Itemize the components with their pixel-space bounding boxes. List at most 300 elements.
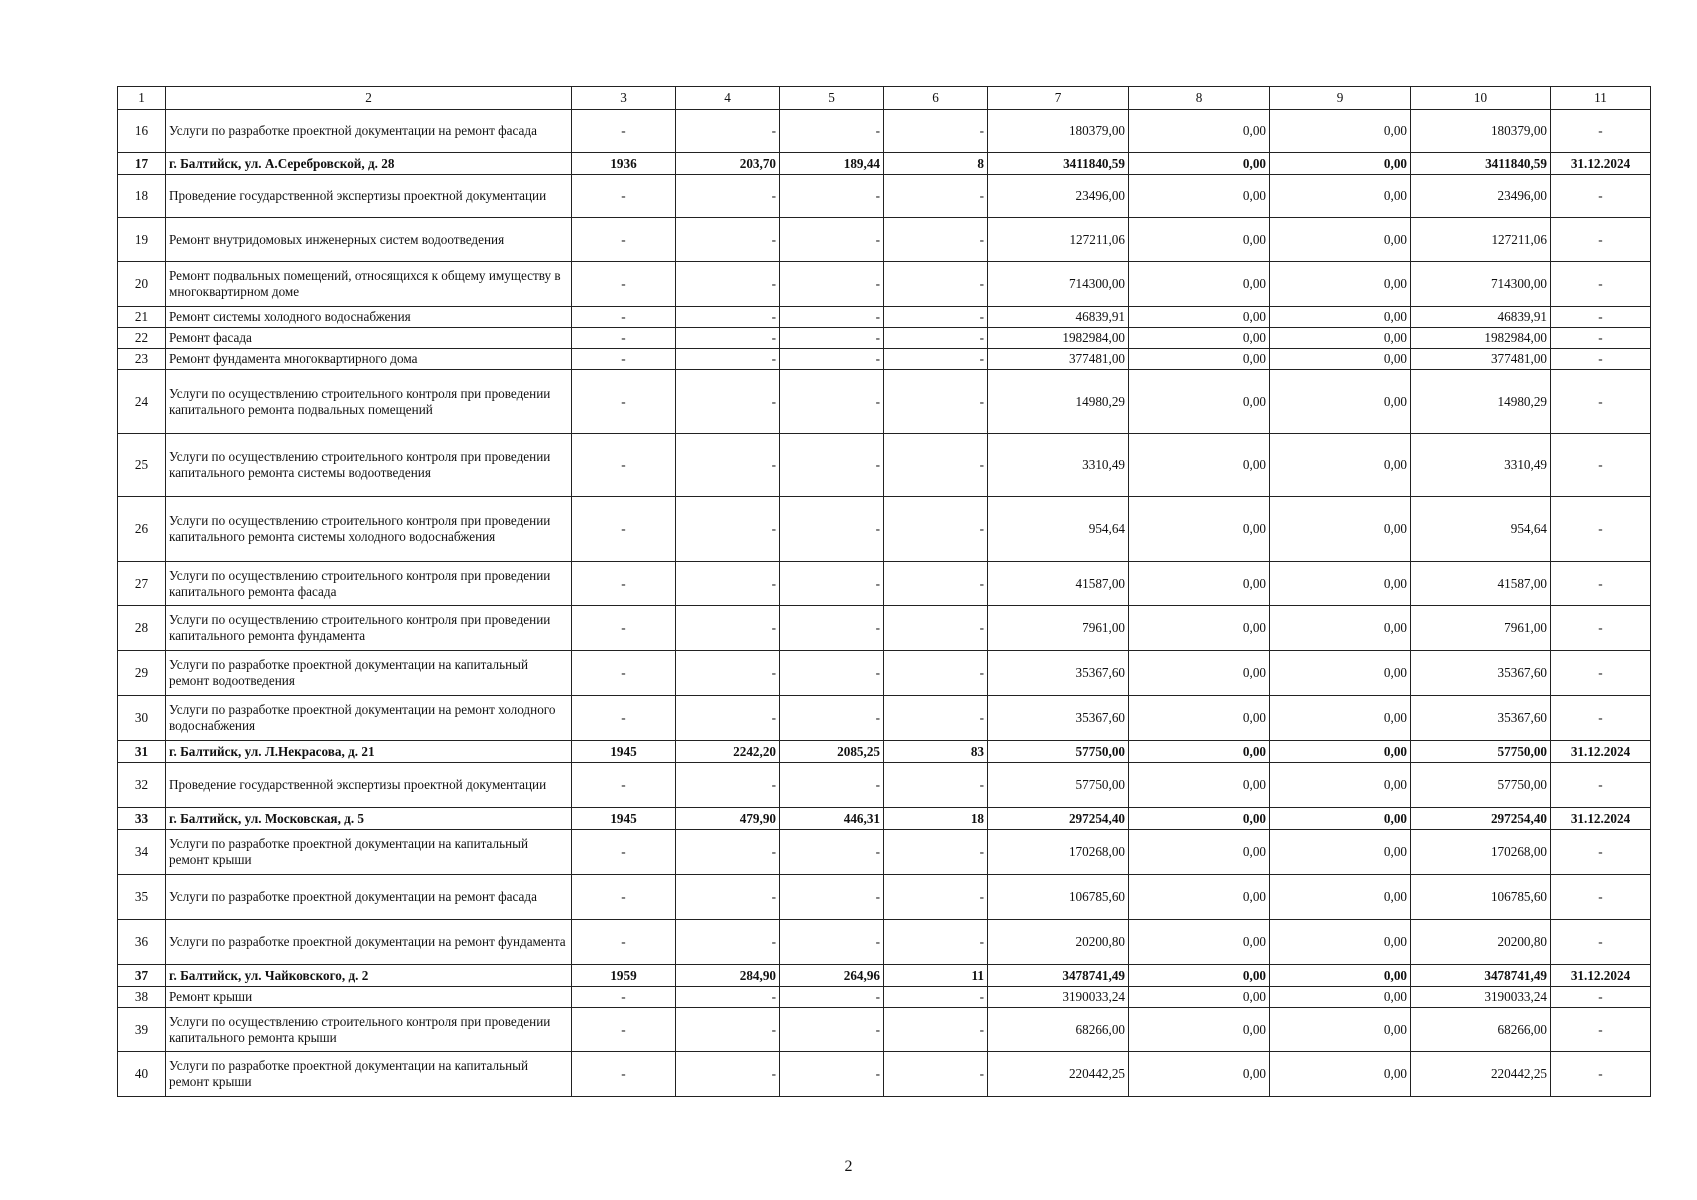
col-3-value: - — [572, 830, 676, 875]
table-row — [118, 262, 1651, 307]
col-3-value: - — [572, 875, 676, 920]
table-row — [118, 920, 1651, 965]
row-number: 18 — [118, 175, 166, 218]
col-8-value: 0,00 — [1129, 920, 1270, 965]
header-col-8: 8 — [1129, 87, 1270, 110]
col-6-value: 18 — [884, 808, 988, 830]
work-name: Услуги по разработке проектной документации на ремонт фундамента — [166, 920, 572, 965]
work-name: Услуги по осуществлению строительного контроля при проведении капитального ремонта системы водоотведения — [166, 434, 572, 497]
col-4-value: 284,90 — [676, 965, 780, 987]
col-8-value: 0,00 — [1129, 763, 1270, 808]
col-6-value: - — [884, 920, 988, 965]
col-7-value: 3478741,49 — [988, 965, 1129, 987]
header-col-11: 11 — [1551, 87, 1651, 110]
col-5-value: - — [780, 349, 884, 370]
col-5-value: 189,44 — [780, 153, 884, 175]
col-11-value: - — [1551, 497, 1651, 562]
col-7-value: 3310,49 — [988, 434, 1129, 497]
col-9-value: 0,00 — [1270, 562, 1411, 606]
work-name: Ремонт подвальных помещений, относящихся к общему имуществу в многоквартирном доме — [166, 262, 572, 307]
col-11-value: 31.12.2024 — [1551, 153, 1651, 175]
work-name: Услуги по осуществлению строительного контроля при проведении капитального ремонта фасада — [166, 562, 572, 606]
col-7-value: 127211,06 — [988, 218, 1129, 262]
col-7-value: 35367,60 — [988, 696, 1129, 741]
col-4-value: - — [676, 920, 780, 965]
col-6-value: - — [884, 696, 988, 741]
col-9-value: 0,00 — [1270, 987, 1411, 1008]
work-name: Услуги по разработке проектной документации на капитальный ремонт крыши — [166, 830, 572, 875]
col-7-value: 180379,00 — [988, 110, 1129, 153]
col-10-value: 41587,00 — [1411, 562, 1551, 606]
table-row — [118, 434, 1651, 497]
work-name: Ремонт фасада — [166, 328, 572, 349]
col-6-value: - — [884, 763, 988, 808]
col-9-value: 0,00 — [1270, 651, 1411, 696]
address-row — [118, 741, 1651, 763]
col-6-value: - — [884, 328, 988, 349]
col-8-value: 0,00 — [1129, 562, 1270, 606]
col-4-value: 2242,20 — [676, 741, 780, 763]
col-10-value: 714300,00 — [1411, 262, 1551, 307]
col-11-value: - — [1551, 175, 1651, 218]
col-4-value: 479,90 — [676, 808, 780, 830]
col-3-value: 1945 — [572, 808, 676, 830]
row-number: 20 — [118, 262, 166, 307]
col-3-value: 1959 — [572, 965, 676, 987]
col-3-value: - — [572, 370, 676, 434]
col-6-value: - — [884, 987, 988, 1008]
col-7-value: 106785,60 — [988, 875, 1129, 920]
table-row — [118, 651, 1651, 696]
col-5-value: 264,96 — [780, 965, 884, 987]
col-9-value: 0,00 — [1270, 434, 1411, 497]
col-9-value: 0,00 — [1270, 1008, 1411, 1052]
col-8-value: 0,00 — [1129, 175, 1270, 218]
col-8-value: 0,00 — [1129, 218, 1270, 262]
col-7-value: 3411840,59 — [988, 153, 1129, 175]
col-3-value: - — [572, 175, 676, 218]
col-6-value: - — [884, 110, 988, 153]
col-4-value: - — [676, 606, 780, 651]
col-5-value: - — [780, 307, 884, 328]
col-9-value: 0,00 — [1270, 741, 1411, 763]
col-11-value: - — [1551, 349, 1651, 370]
col-10-value: 127211,06 — [1411, 218, 1551, 262]
row-number: 22 — [118, 328, 166, 349]
col-10-value: 3190033,24 — [1411, 987, 1551, 1008]
column-number-header-row — [118, 87, 1651, 110]
col-6-value: - — [884, 218, 988, 262]
col-9-value: 0,00 — [1270, 875, 1411, 920]
table-row — [118, 349, 1651, 370]
col-6-value: - — [884, 830, 988, 875]
work-name: Услуги по разработке проектной документации на капитальный ремонт водоотведения — [166, 651, 572, 696]
col-6-value: 83 — [884, 741, 988, 763]
table-row — [118, 1008, 1651, 1052]
col-4-value: - — [676, 110, 780, 153]
col-5-value: - — [780, 370, 884, 434]
col-7-value: 1982984,00 — [988, 328, 1129, 349]
table-row — [118, 696, 1651, 741]
col-7-value: 714300,00 — [988, 262, 1129, 307]
col-10-value: 106785,60 — [1411, 875, 1551, 920]
col-4-value: - — [676, 328, 780, 349]
col-8-value: 0,00 — [1129, 1008, 1270, 1052]
col-4-value: - — [676, 1008, 780, 1052]
col-9-value: 0,00 — [1270, 349, 1411, 370]
col-11-value: - — [1551, 218, 1651, 262]
col-8-value: 0,00 — [1129, 875, 1270, 920]
table-row — [118, 987, 1651, 1008]
col-7-value: 20200,80 — [988, 920, 1129, 965]
row-number: 32 — [118, 763, 166, 808]
col-5-value: - — [780, 110, 884, 153]
row-number: 39 — [118, 1008, 166, 1052]
col-10-value: 377481,00 — [1411, 349, 1551, 370]
col-6-value: 11 — [884, 965, 988, 987]
table-row — [118, 606, 1651, 651]
col-3-value: - — [572, 110, 676, 153]
col-11-value: - — [1551, 651, 1651, 696]
col-10-value: 7961,00 — [1411, 606, 1551, 651]
col-10-value: 46839,91 — [1411, 307, 1551, 328]
col-4-value: - — [676, 562, 780, 606]
col-11-value: - — [1551, 1008, 1651, 1052]
work-name: г. Балтийск, ул. А.Серебровской, д. 28 — [166, 153, 572, 175]
row-number: 24 — [118, 370, 166, 434]
col-11-value: - — [1551, 434, 1651, 497]
work-name: Ремонт системы холодного водоснабжения — [166, 307, 572, 328]
col-6-value: - — [884, 175, 988, 218]
col-9-value: 0,00 — [1270, 763, 1411, 808]
col-5-value: - — [780, 218, 884, 262]
col-9-value: 0,00 — [1270, 1052, 1411, 1097]
col-7-value: 297254,40 — [988, 808, 1129, 830]
col-10-value: 1982984,00 — [1411, 328, 1551, 349]
row-number: 16 — [118, 110, 166, 153]
col-4-value: - — [676, 696, 780, 741]
col-4-value: - — [676, 262, 780, 307]
col-5-value: 446,31 — [780, 808, 884, 830]
table-row — [118, 763, 1651, 808]
col-4-value: - — [676, 307, 780, 328]
row-number: 33 — [118, 808, 166, 830]
col-8-value: 0,00 — [1129, 741, 1270, 763]
row-number: 27 — [118, 562, 166, 606]
col-7-value: 3190033,24 — [988, 987, 1129, 1008]
col-9-value: 0,00 — [1270, 830, 1411, 875]
col-11-value: 31.12.2024 — [1551, 808, 1651, 830]
work-name: Услуги по осуществлению строительного контроля при проведении капитального ремонта системы холодного водоснабжения — [166, 497, 572, 562]
col-7-value: 7961,00 — [988, 606, 1129, 651]
work-name: Ремонт крыши — [166, 987, 572, 1008]
row-number: 36 — [118, 920, 166, 965]
col-8-value: 0,00 — [1129, 328, 1270, 349]
header-col-3: 3 — [572, 87, 676, 110]
col-7-value: 170268,00 — [988, 830, 1129, 875]
col-10-value: 3478741,49 — [1411, 965, 1551, 987]
col-5-value: - — [780, 920, 884, 965]
col-3-value: - — [572, 763, 676, 808]
col-8-value: 0,00 — [1129, 497, 1270, 562]
col-5-value: - — [780, 175, 884, 218]
col-7-value: 14980,29 — [988, 370, 1129, 434]
work-name: г. Балтийск, ул. Московская, д. 5 — [166, 808, 572, 830]
col-4-value: - — [676, 987, 780, 1008]
table-row — [118, 875, 1651, 920]
col-7-value: 23496,00 — [988, 175, 1129, 218]
row-number: 19 — [118, 218, 166, 262]
col-11-value: - — [1551, 920, 1651, 965]
work-name: г. Балтийск, ул. Л.Некрасова, д. 21 — [166, 741, 572, 763]
col-10-value: 35367,60 — [1411, 651, 1551, 696]
col-4-value: - — [676, 218, 780, 262]
col-3-value: - — [572, 328, 676, 349]
page-number: 2 — [844, 1158, 853, 1175]
col-8-value: 0,00 — [1129, 1052, 1270, 1097]
col-11-value: 31.12.2024 — [1551, 741, 1651, 763]
col-5-value: 2085,25 — [780, 741, 884, 763]
header-col-7: 7 — [988, 87, 1129, 110]
table-row — [118, 218, 1651, 262]
row-number: 30 — [118, 696, 166, 741]
col-4-value: 203,70 — [676, 153, 780, 175]
address-row — [118, 965, 1651, 987]
col-3-value: - — [572, 606, 676, 651]
col-7-value: 35367,60 — [988, 651, 1129, 696]
row-number: 25 — [118, 434, 166, 497]
table-row — [118, 1052, 1651, 1097]
col-4-value: - — [676, 370, 780, 434]
col-8-value: 0,00 — [1129, 434, 1270, 497]
col-11-value: - — [1551, 370, 1651, 434]
row-number: 23 — [118, 349, 166, 370]
col-5-value: - — [780, 875, 884, 920]
table-row — [118, 830, 1651, 875]
col-6-value: - — [884, 1008, 988, 1052]
table-row — [118, 562, 1651, 606]
col-7-value: 41587,00 — [988, 562, 1129, 606]
col-7-value: 220442,25 — [988, 1052, 1129, 1097]
col-8-value: 0,00 — [1129, 965, 1270, 987]
col-10-value: 170268,00 — [1411, 830, 1551, 875]
col-8-value: 0,00 — [1129, 349, 1270, 370]
col-5-value: - — [780, 434, 884, 497]
work-name: Ремонт внутридомовых инженерных систем водоотведения — [166, 218, 572, 262]
col-6-value: 8 — [884, 153, 988, 175]
row-number: 29 — [118, 651, 166, 696]
col-4-value: - — [676, 651, 780, 696]
col-9-value: 0,00 — [1270, 110, 1411, 153]
address-row — [118, 153, 1651, 175]
header-col-2: 2 — [166, 87, 572, 110]
col-5-value: - — [780, 1052, 884, 1097]
col-5-value: - — [780, 651, 884, 696]
work-name: г. Балтийск, ул. Чайковского, д. 2 — [166, 965, 572, 987]
header-col-9: 9 — [1270, 87, 1411, 110]
col-5-value: - — [780, 562, 884, 606]
col-9-value: 0,00 — [1270, 497, 1411, 562]
table-row — [118, 307, 1651, 328]
col-4-value: - — [676, 349, 780, 370]
col-6-value: - — [884, 875, 988, 920]
row-number: 28 — [118, 606, 166, 651]
col-11-value: - — [1551, 987, 1651, 1008]
col-4-value: - — [676, 175, 780, 218]
col-9-value: 0,00 — [1270, 262, 1411, 307]
col-7-value: 46839,91 — [988, 307, 1129, 328]
col-4-value: - — [676, 875, 780, 920]
col-6-value: - — [884, 562, 988, 606]
col-8-value: 0,00 — [1129, 696, 1270, 741]
col-6-value: - — [884, 606, 988, 651]
col-10-value: 180379,00 — [1411, 110, 1551, 153]
table-row — [118, 370, 1651, 434]
col-9-value: 0,00 — [1270, 153, 1411, 175]
col-11-value: - — [1551, 606, 1651, 651]
col-6-value: - — [884, 262, 988, 307]
col-6-value: - — [884, 349, 988, 370]
col-5-value: - — [780, 696, 884, 741]
col-8-value: 0,00 — [1129, 808, 1270, 830]
col-8-value: 0,00 — [1129, 110, 1270, 153]
col-5-value: - — [780, 1008, 884, 1052]
table-row — [118, 497, 1651, 562]
col-9-value: 0,00 — [1270, 328, 1411, 349]
col-3-value: - — [572, 562, 676, 606]
work-name: Услуги по разработке проектной документации на капитальный ремонт крыши — [166, 1052, 572, 1097]
col-3-value: - — [572, 651, 676, 696]
col-10-value: 3310,49 — [1411, 434, 1551, 497]
work-name: Услуги по осуществлению строительного контроля при проведении капитального ремонта крыши — [166, 1008, 572, 1052]
row-number: 35 — [118, 875, 166, 920]
col-3-value: - — [572, 1008, 676, 1052]
col-9-value: 0,00 — [1270, 370, 1411, 434]
col-9-value: 0,00 — [1270, 307, 1411, 328]
col-8-value: 0,00 — [1129, 987, 1270, 1008]
col-11-value: - — [1551, 875, 1651, 920]
col-7-value: 57750,00 — [988, 741, 1129, 763]
col-9-value: 0,00 — [1270, 920, 1411, 965]
col-6-value: - — [884, 434, 988, 497]
table-row — [118, 110, 1651, 153]
col-3-value: - — [572, 218, 676, 262]
col-3-value: - — [572, 434, 676, 497]
col-3-value: - — [572, 920, 676, 965]
col-4-value: - — [676, 1052, 780, 1097]
work-name: Услуги по осуществлению строительного контроля при проведении капитального ремонта подвальных помещений — [166, 370, 572, 434]
col-4-value: - — [676, 434, 780, 497]
col-9-value: 0,00 — [1270, 606, 1411, 651]
col-6-value: - — [884, 370, 988, 434]
work-name: Ремонт фундамента многоквартирного дома — [166, 349, 572, 370]
col-11-value: - — [1551, 763, 1651, 808]
work-name: Услуги по осуществлению строительного контроля при проведении капитального ремонта фундамента — [166, 606, 572, 651]
col-10-value: 954,64 — [1411, 497, 1551, 562]
col-11-value: - — [1551, 1052, 1651, 1097]
col-11-value: - — [1551, 110, 1651, 153]
col-10-value: 68266,00 — [1411, 1008, 1551, 1052]
row-number: 31 — [118, 741, 166, 763]
row-number: 26 — [118, 497, 166, 562]
col-8-value: 0,00 — [1129, 651, 1270, 696]
col-3-value: - — [572, 1052, 676, 1097]
col-8-value: 0,00 — [1129, 307, 1270, 328]
work-name: Проведение государственной экспертизы проектной документации — [166, 763, 572, 808]
col-4-value: - — [676, 497, 780, 562]
col-3-value: - — [572, 497, 676, 562]
col-7-value: 68266,00 — [988, 1008, 1129, 1052]
col-3-value: - — [572, 307, 676, 328]
col-3-value: - — [572, 349, 676, 370]
row-number: 21 — [118, 307, 166, 328]
col-4-value: - — [676, 763, 780, 808]
col-8-value: 0,00 — [1129, 370, 1270, 434]
col-9-value: 0,00 — [1270, 965, 1411, 987]
header-col-10: 10 — [1411, 87, 1551, 110]
col-7-value: 377481,00 — [988, 349, 1129, 370]
col-5-value: - — [780, 497, 884, 562]
col-10-value: 23496,00 — [1411, 175, 1551, 218]
row-number: 37 — [118, 965, 166, 987]
col-4-value: - — [676, 830, 780, 875]
col-6-value: - — [884, 497, 988, 562]
col-10-value: 20200,80 — [1411, 920, 1551, 965]
col-11-value: - — [1551, 262, 1651, 307]
work-name: Услуги по разработке проектной документации на ремонт фасада — [166, 110, 572, 153]
col-11-value: - — [1551, 307, 1651, 328]
col-11-value: - — [1551, 562, 1651, 606]
register-sheet — [117, 86, 1650, 1097]
col-11-value: - — [1551, 328, 1651, 349]
col-7-value: 57750,00 — [988, 763, 1129, 808]
col-8-value: 0,00 — [1129, 606, 1270, 651]
col-10-value: 14980,29 — [1411, 370, 1551, 434]
row-number: 34 — [118, 830, 166, 875]
table-row — [118, 175, 1651, 218]
col-8-value: 0,00 — [1129, 830, 1270, 875]
repair-register-table — [117, 86, 1651, 1097]
header-col-5: 5 — [780, 87, 884, 110]
col-10-value: 35367,60 — [1411, 696, 1551, 741]
col-8-value: 0,00 — [1129, 153, 1270, 175]
header-col-1: 1 — [118, 87, 166, 110]
row-number: 17 — [118, 153, 166, 175]
col-3-value: - — [572, 262, 676, 307]
address-row — [118, 808, 1651, 830]
work-name: Услуги по разработке проектной документации на ремонт фасада — [166, 875, 572, 920]
work-name: Услуги по разработке проектной документации на ремонт холодного водоснабжения — [166, 696, 572, 741]
col-5-value: - — [780, 987, 884, 1008]
col-6-value: - — [884, 651, 988, 696]
col-3-value: 1945 — [572, 741, 676, 763]
col-9-value: 0,00 — [1270, 696, 1411, 741]
header-col-4: 4 — [676, 87, 780, 110]
col-11-value: 31.12.2024 — [1551, 965, 1651, 987]
col-5-value: - — [780, 328, 884, 349]
col-11-value: - — [1551, 830, 1651, 875]
col-8-value: 0,00 — [1129, 262, 1270, 307]
col-11-value: - — [1551, 696, 1651, 741]
col-7-value: 954,64 — [988, 497, 1129, 562]
col-10-value: 297254,40 — [1411, 808, 1551, 830]
row-number: 38 — [118, 987, 166, 1008]
col-3-value: 1936 — [572, 153, 676, 175]
col-5-value: - — [780, 830, 884, 875]
col-5-value: - — [780, 262, 884, 307]
col-9-value: 0,00 — [1270, 808, 1411, 830]
header-col-6: 6 — [884, 87, 988, 110]
